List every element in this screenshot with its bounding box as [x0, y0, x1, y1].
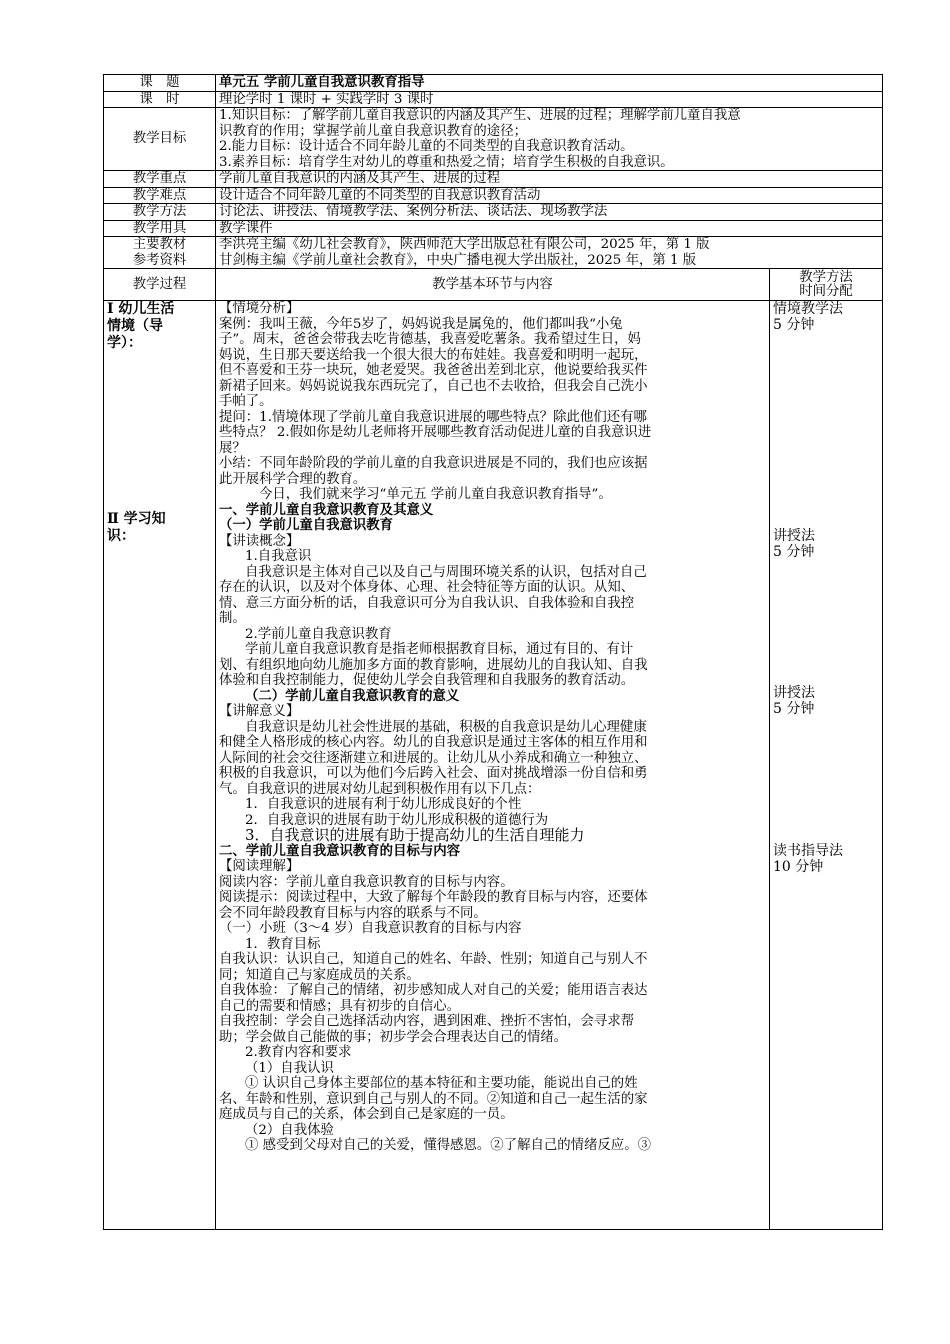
content-line: 助；学会做自己能做的事；初步学会合理表达自己的情绪。 [219, 1029, 568, 1045]
content-header: 教学基本环节与内容 [216, 269, 770, 301]
content-line: 自我体验：了解自己的情绪，初步感知成人对自己的关爱；能用语言表达 [219, 983, 648, 998]
content-line: 划、有组织地向幼儿施加多方面的教育影响，进展幼儿的自我认知、自我 [219, 657, 648, 673]
content-line: 3．自我意识的进展有助于提高幼儿的生活自理能力 [245, 826, 585, 844]
difficulty-value: 设计适合不同年龄儿童的不同类型的自我意识教育活动 [216, 187, 883, 204]
method-time-header [770, 269, 883, 301]
content-line: 存在的认识，以及对个体身体、心理、社会特征等方面的认识。从知、 [219, 580, 635, 595]
content-line: ① 认识自己身体主要部位的基本特征和主要功能，能说出自己的姓 [245, 1076, 638, 1091]
spacer [107, 352, 212, 511]
textbook-value: 李洪亮主编《幼儿社会教育》，陕西师范大学出版总社有限公司，2025 年，第 1 版 [219, 237, 710, 252]
materials-row [104, 237, 883, 269]
content-line: 小结：不同年龄阶段的学前儿童的自我意识进展是不同的，我们也应该据 [219, 456, 648, 471]
materials-value [216, 237, 883, 269]
reference-label: 参考资料 [132, 252, 187, 268]
content-line: 自我认识：认识自己，知道自己的姓名、年龄、性别；知道自己与别人不 [219, 952, 648, 967]
content-line: 此开展科学合理的教育。 [219, 471, 367, 487]
stage-1-title: 情境（导 [107, 318, 163, 334]
stage-1-title: Ⅰ 幼儿生活 [107, 301, 175, 317]
goal-line: 2.能力目标：设计适合不同年龄儿童的不同类型的自我意识教育活动。 [219, 139, 634, 154]
content-line: 庭成员与自己的关系，体会到自己是家庭的一员。 [219, 1107, 514, 1122]
method-3: 讲授法 [773, 685, 815, 701]
content-line: 体验和自我控制能力，促使幼儿学会自我管理和自我服务的教育活动。 [219, 673, 635, 688]
stage-2-title: 识： [107, 528, 135, 544]
content-line: 人际间的社会交往逐渐建立和进展的。让幼儿从小养成和确立一种独立、 [219, 750, 648, 766]
content-line: 展？ [219, 440, 246, 456]
spacer [773, 333, 879, 528]
content-line: 情、意三方面分析的话，自我意识可分为自我认识、自我体验和自我控 [219, 595, 635, 611]
content-line: 手帕了。 [219, 394, 273, 409]
process-stages [104, 301, 216, 1230]
key-row [104, 171, 883, 188]
time-header: 时间分配 [799, 283, 853, 299]
method-2: 讲授法 [773, 528, 815, 544]
difficulty-row [104, 187, 883, 204]
goals-row [104, 108, 883, 171]
method-1: 情境教学法 [773, 301, 843, 317]
content-line: 些特点？ 2.假如你是幼儿老师将开展哪些教育活动促进儿童的自我意识进 [219, 425, 652, 440]
content-line: 2.教育内容和要求 [245, 1045, 352, 1060]
content-line: 子”。周末，爸爸会带我去吃肯德基，我喜爱吃薯条。我希望过生日，妈 [219, 332, 641, 347]
content-line: 【讲解意义】 [219, 704, 300, 719]
content-line: 1．自我意识的进展有利于幼儿形成良好的个性 [245, 797, 522, 812]
content-line: 气。自我意识的进展对幼儿起到积极作用有以下几点： [219, 781, 541, 797]
textbook-label: 主要教材 [132, 237, 187, 252]
content-line: 阅读提示：阅读过程中，大致了解每个年龄段的教育目标与内容，还要体 [219, 890, 648, 905]
subsection-heading: （一）小班（3～4 岁）自我意识教育的目标与内容 [219, 921, 522, 936]
stage-2-title: Ⅱ 学习知 [107, 511, 166, 527]
content-line: 积极的自我意识，可以为他们今后跨入社会、面对挑战增添一份自信和勇 [219, 766, 648, 781]
content-line: 案例：我叫王薇，今年5岁了，妈妈说我是属兔的，他们都叫我“小兔 [219, 316, 623, 332]
stage-1-title: 学）： [107, 335, 142, 351]
topic-value: 单元五 学前儿童自我意识教育指导 [216, 75, 883, 92]
content-line: 1.自我意识 [245, 549, 312, 564]
content-line: 2.学前儿童自我意识教育 [245, 626, 392, 642]
content-line: 【讲读概念】 [219, 533, 300, 549]
methods-label: 教学方法 [104, 204, 216, 221]
content-line: （1）自我认识 [245, 1060, 334, 1076]
lesson-plan-table [103, 74, 883, 1230]
hours-value: 理论学时 1 课时 + 实践学时 3 课时 [216, 91, 883, 108]
tools-label: 教学用具 [104, 220, 216, 237]
content-line: 自己的需要和情感；具有初步的自信心。 [219, 998, 461, 1014]
tools-row [104, 220, 883, 237]
method-header: 教学方法 [799, 269, 853, 285]
time-1: 5 分钟 [773, 317, 815, 333]
goals-label: 教学目标 [104, 108, 216, 171]
content-line: 自我控制：学会自己选择活动内容，遇到困难、挫折不害怕，会寻求帮 [219, 1014, 635, 1029]
subsection-heading: （二）学前儿童自我意识教育的意义 [245, 687, 460, 704]
content-line: 新裙子回来。妈妈说说我东西玩完了，自己也不去收拾，但我会自己洗小 [219, 378, 648, 394]
content-line: 同；知道自己与家庭成员的关系。 [219, 967, 420, 983]
section-heading: 二、学前儿童自我意识教育的目标与内容 [219, 842, 461, 859]
goal-line: 3.素养目标：培育学生对幼儿的尊重和热爱之情；培育学生积极的自我意识。 [219, 154, 674, 170]
content-line: 会不同年龄段教育目标与内容的联系与不同。 [219, 905, 487, 921]
content-line: 2．自我意识的进展有助于幼儿形成积极的道德行为 [245, 812, 549, 828]
process-header: 教学过程 [104, 269, 216, 301]
content-line: 妈说，生日那天要送给我一个很大很大的布娃娃。我喜爱和明明一起玩， [219, 347, 648, 363]
subsection-heading: （一）学前儿童自我意识教育 [219, 517, 394, 533]
content-line: 【情境分析】 [219, 301, 300, 316]
key-value: 学前儿童自我意识的内涵及其产生、进展的过程 [216, 171, 883, 188]
hours-row [104, 91, 883, 108]
tools-value: 教学课件 [216, 220, 883, 237]
goal-line: 识教育的作用；掌握学前儿童自我意识教育的途径； [219, 123, 527, 139]
topic-label: 课 题 [104, 75, 216, 92]
topic-row [104, 75, 883, 92]
materials-label [104, 237, 216, 269]
content-line: 自我意识是主体对自己以及自己与周围环境关系的认识，包括对自己 [245, 564, 647, 580]
content-line: 学前儿童自我意识教育是指老师根据教育目标，通过有目的、有计 [245, 642, 634, 657]
content-line: ① 感受到父母对自己的关爱，懂得感恩。②了解自己的情绪反应。③ [245, 1138, 651, 1153]
content-line: 1．教育目标 [245, 936, 321, 952]
body-row [104, 301, 883, 1230]
difficulty-label: 教学难点 [104, 187, 216, 204]
time-4: 10 分钟 [773, 859, 824, 875]
time-2: 5 分钟 [773, 544, 815, 560]
content-line: 【阅读理解】 [219, 859, 300, 874]
content-line: 自我意识是幼儿社会性进展的基础，积极的自我意识是幼儿心理健康 [245, 719, 647, 735]
content-line: 今日，我们就来学习“单元五 学前儿童自我意识教育指导”。 [259, 487, 612, 502]
content-line: 制。 [219, 611, 246, 626]
content-line: 阅读内容：学前儿童自我意识教育的目标与内容。 [219, 874, 514, 890]
content-line: 和健全人格形成的核心内容。幼儿的自我意识是通过主客体的相互作用和 [219, 735, 648, 750]
goal-line: 1.知识目标：了解学前儿童自我意识的内涵及其产生、进展的过程；理解学前儿童自我意 [219, 108, 741, 123]
lesson-plan-page [103, 74, 882, 1230]
section-heading: 一、学前儿童自我意识教育及其意义 [219, 501, 434, 518]
reference-value: 甘剑梅主编《学前儿童社会教育》，中央广播电视大学出版社，2025 年，第 1 版 [219, 252, 697, 268]
goals-value [216, 108, 883, 171]
spacer [773, 560, 879, 685]
methods-value: 讨论法、讲授法、情境教学法、案例分析法、谈话法、现场教学法 [216, 204, 883, 221]
key-label: 教学重点 [104, 171, 216, 188]
content-line: （2）自我体验 [245, 1122, 334, 1138]
method-4: 读书指导法 [773, 843, 843, 859]
hours-label: 课 时 [104, 91, 216, 108]
content-line: 名、年龄和性别，意识到自己与别人的不同。②知道和自己一起生活的家 [219, 1091, 648, 1107]
spacer [773, 717, 879, 843]
content-line: 但不喜爱和王芬一块玩，她老爱哭。我爸爸出差到北京，他说要给我买件 [219, 363, 648, 378]
column-header-row [104, 269, 883, 301]
method-time-cell [770, 301, 883, 1230]
methods-row [104, 204, 883, 221]
content-line: 提问：1.情境体现了学前儿童自我意识进展的哪些特点？除此他们还有哪 [219, 409, 647, 425]
time-3: 5 分钟 [773, 701, 815, 717]
content-cell [216, 301, 770, 1230]
